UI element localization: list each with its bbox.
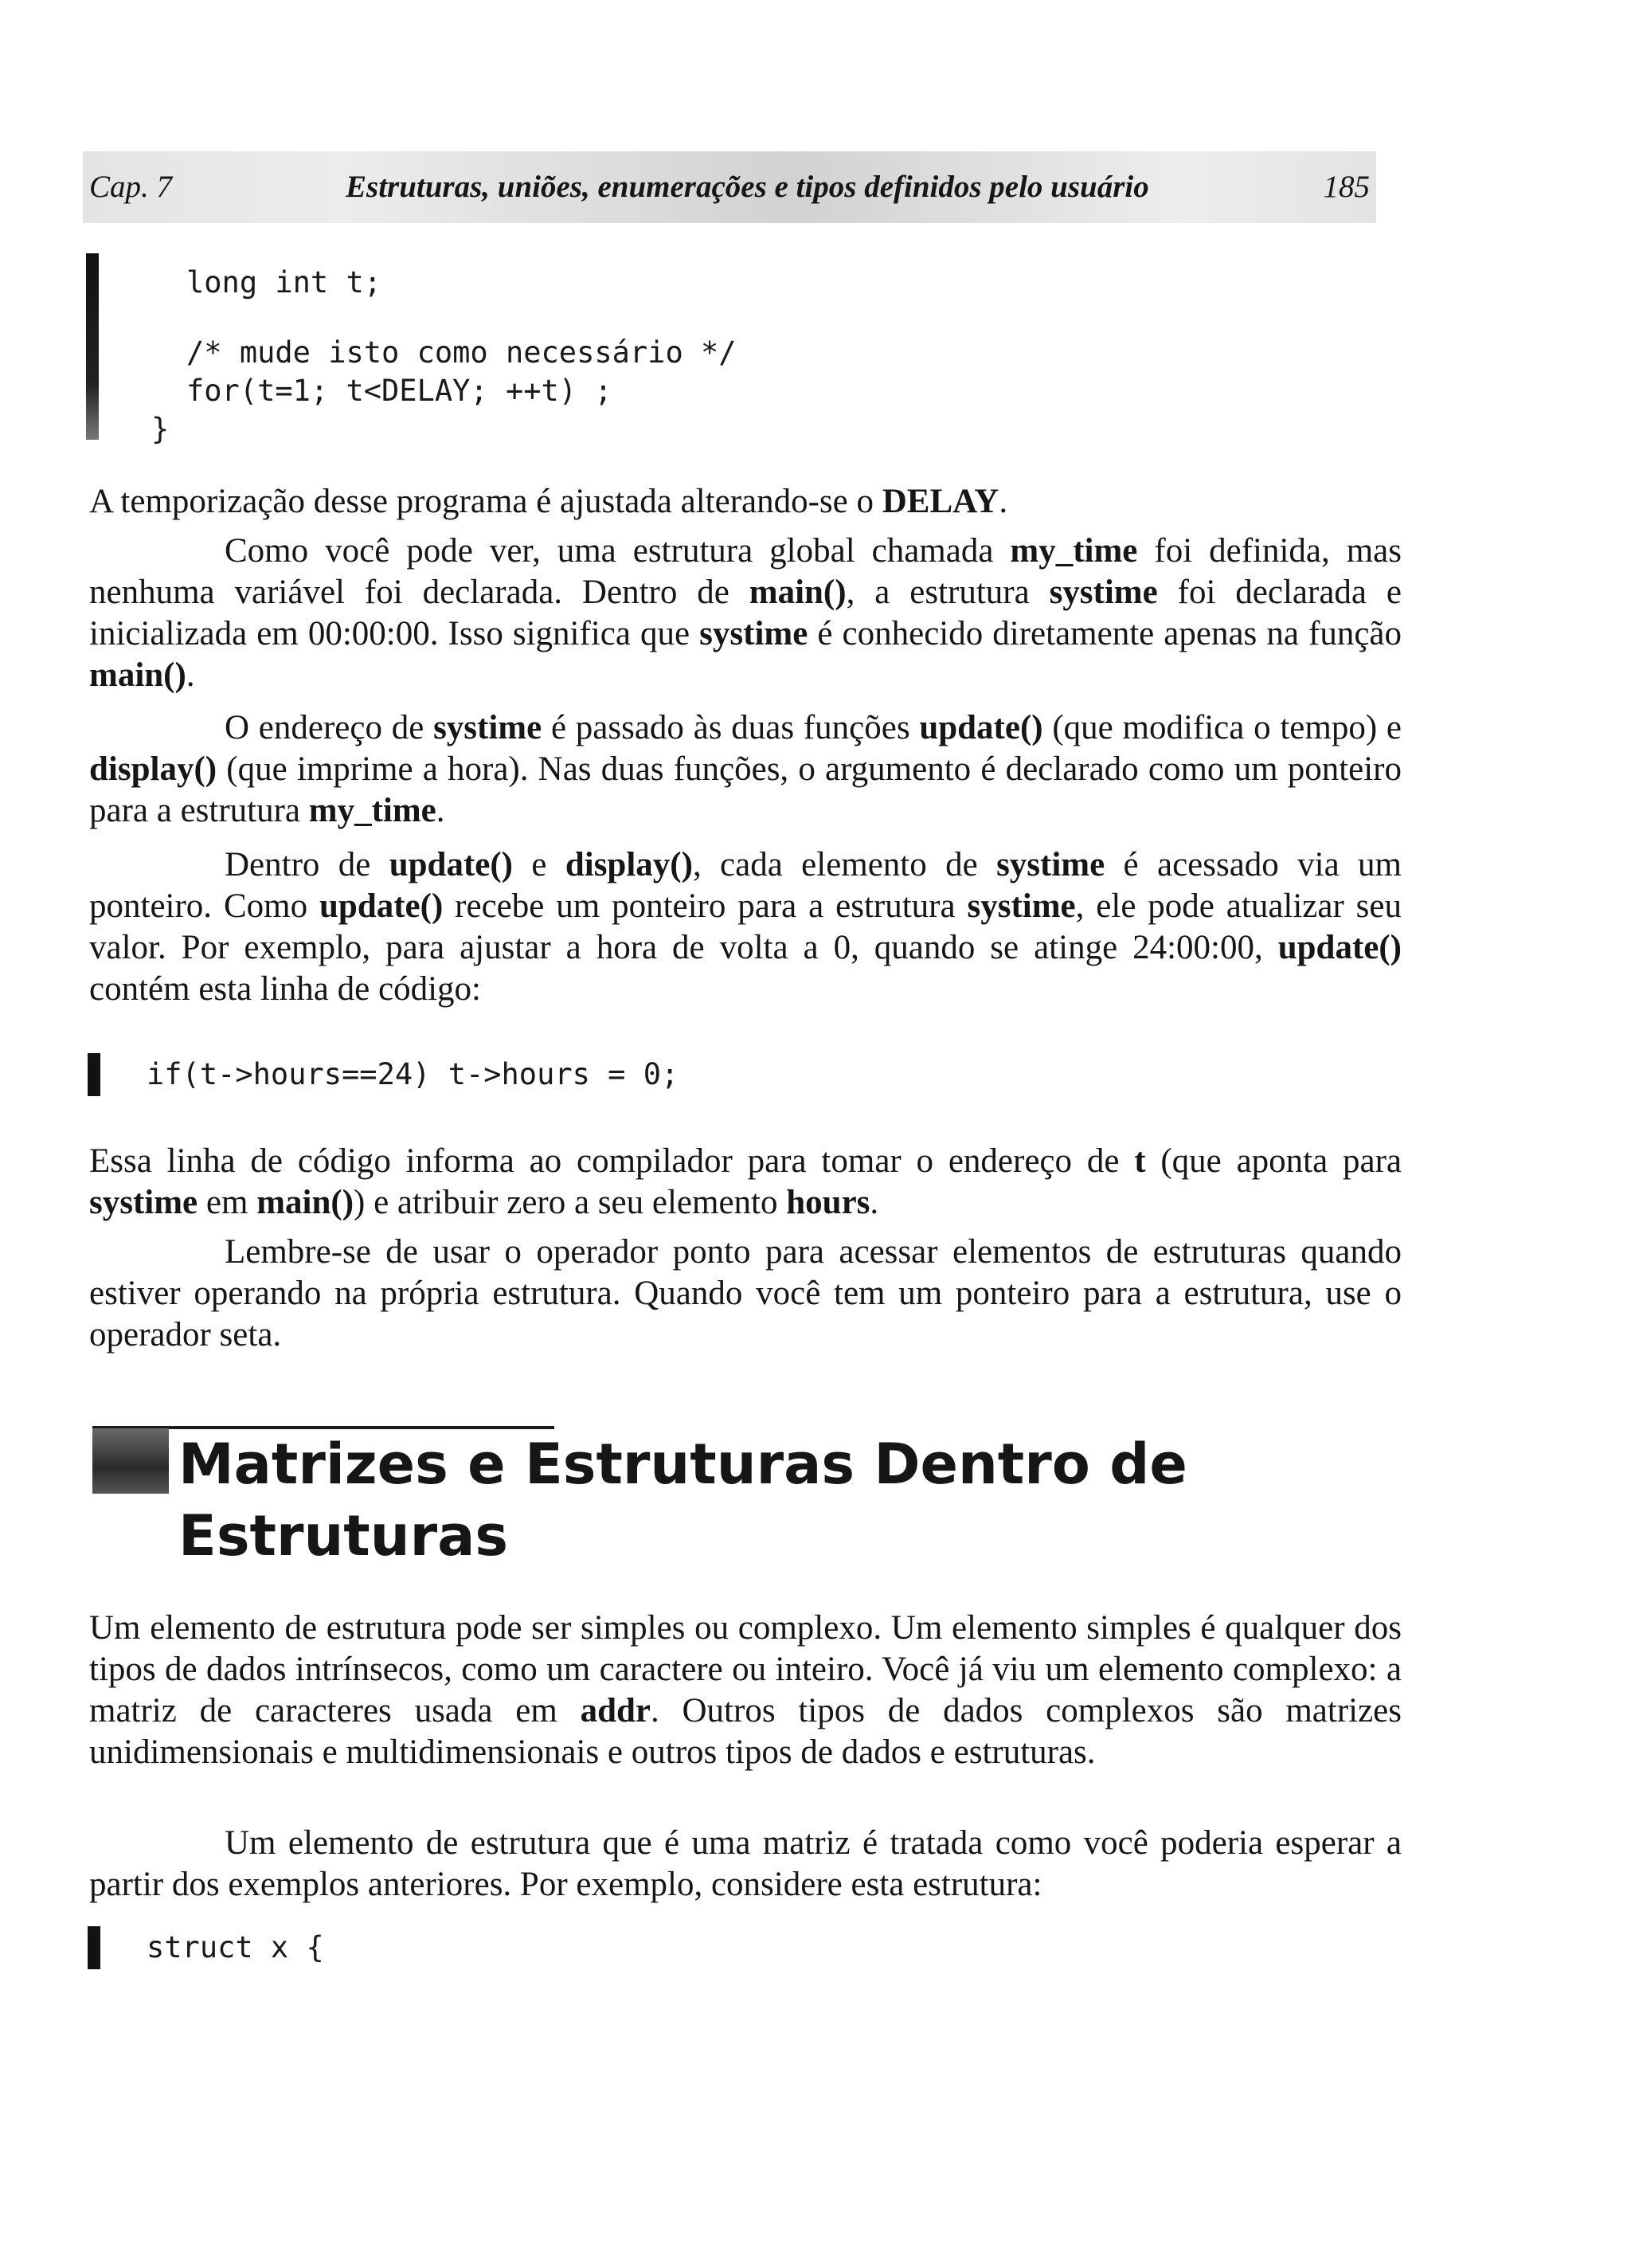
bold-term: t — [1134, 1142, 1146, 1180]
bold-term: display() — [565, 846, 693, 883]
text-run: contém esta linha de código: — [89, 970, 481, 1008]
chapter-label: Cap. 7 — [89, 170, 173, 204]
paragraph — [89, 844, 1402, 1010]
bold-term: DELAY — [882, 483, 999, 520]
code-line: for(t=1; t<DELAY; ++t) ; — [186, 374, 612, 408]
bold-term: update() — [389, 846, 514, 883]
bold-term: display() — [89, 750, 217, 788]
text-run: , cada elemento de — [692, 846, 997, 883]
text-run: (que imprime a hora). Nas duas funções, o argumento é declarado como um ponteiro para a estrutura — [89, 750, 1402, 829]
bold-term: main() — [89, 656, 186, 694]
text-run: Como você pode ver, uma estrutura global chamada — [225, 532, 1011, 570]
text-run: recebe um ponteiro para a estrutura — [443, 887, 968, 925]
text-run: . — [436, 792, 445, 829]
bold-term: main() — [256, 1184, 354, 1221]
paragraph — [89, 1608, 1402, 1773]
bold-term: systime — [433, 709, 542, 746]
code-block-marker — [88, 1926, 100, 1969]
page-header — [83, 151, 1376, 223]
running-title: Estruturas, uniões, enumerações e tipos definidos pelo usuário — [346, 170, 1149, 204]
code-line: /* mude isto como necessário */ — [186, 335, 737, 370]
section-heading: Matrizes e Estruturas Dentro de Estruturas — [178, 1432, 1187, 1569]
paragraph — [89, 531, 1402, 696]
text-run: Um elemento de estrutura que é uma matriz é tratada como você poderia esperar a partir dos exemplos anteriores. Por exemplo, considere esta estrutura: — [89, 1824, 1402, 1903]
paragraph — [89, 1141, 1402, 1224]
heading-marker — [92, 1428, 169, 1494]
paragraph — [89, 481, 1402, 523]
text-run: . — [186, 656, 195, 694]
bold-term: main() — [749, 574, 847, 611]
code-line: struct x { — [147, 1930, 324, 1964]
text-run: foi declarada e inicializada em 00:00:00. Isso significa que — [89, 574, 1402, 652]
bold-term: systime — [699, 615, 808, 652]
bold-term: systime — [1049, 574, 1158, 611]
bold-term: systime — [996, 846, 1105, 883]
text-run: , ele pode atualizar seu valor. Por exemplo, para ajustar a hora de volta a 0, quando se atinge 24:00:00, — [89, 887, 1402, 966]
text-run: . — [999, 483, 1008, 520]
text-run: Lembre-se de usar o operador ponto para acessar elementos de estruturas quando estiver operando na própria estrutura. Quando você tem um ponteiro para a estrutura, use o operador seta. — [89, 1233, 1402, 1353]
text-run: Um elemento de estrutura pode ser simples ou complexo. Um elemento simples é qualquer dos tipos de dados intrínsecos, como um caractere ou inteiro. Você já viu um elemento complexo: a matriz de caracteres usada em — [89, 1609, 1402, 1729]
text-run: é passado às duas funções — [542, 709, 920, 746]
text-run: e — [513, 846, 565, 883]
bold-term: systime — [89, 1184, 198, 1221]
bold-term: update() — [319, 887, 444, 925]
bold-term: addr — [580, 1692, 651, 1729]
bold-term: systime — [967, 887, 1076, 925]
text-run: foi definida, mas nenhuma variável foi declarada. Dentro de — [89, 532, 1402, 611]
text-run: em — [198, 1184, 257, 1221]
code-line: } — [151, 412, 170, 446]
code-line: if(t->hours==24) t->hours = 0; — [147, 1057, 679, 1091]
code-block-marker — [88, 1053, 100, 1096]
text-run: é conhecido diretamente apenas na função — [808, 615, 1402, 652]
page-number: 185 — [1323, 170, 1370, 204]
paragraph — [89, 1823, 1402, 1906]
text-run: . — [870, 1184, 879, 1221]
text-run: A temporização desse programa é ajustada alterando-se o — [89, 483, 882, 520]
text-run: Dentro de — [225, 846, 389, 883]
text-run: (que aponta para — [1145, 1142, 1402, 1180]
text-run: , a estrutura — [846, 574, 1050, 611]
bold-term: update() — [1277, 929, 1402, 966]
text-run: é acessado via um ponteiro. Como — [89, 846, 1402, 925]
bold-term: hours — [786, 1184, 870, 1221]
text-run: ) e atribuir zero a seu elemento — [354, 1184, 787, 1221]
text-run: . Outros tipos de dados complexos são matrizes unidimensionais e multidimensionais e outros tipos de dados e estruturas. — [89, 1692, 1402, 1771]
bold-term: update() — [919, 709, 1043, 746]
bold-term: my_time — [1010, 532, 1138, 570]
text-run: (que modifica o tempo) e — [1042, 709, 1402, 746]
paragraph — [89, 1232, 1402, 1356]
bold-term: my_time — [308, 792, 436, 829]
code-block-marker — [86, 253, 99, 440]
code-line: long int t; — [186, 265, 382, 300]
text-run: O endereço de — [225, 709, 434, 746]
paragraph — [89, 707, 1402, 832]
text-run: Essa linha de código informa ao compilador para tomar o endereço de — [89, 1142, 1135, 1180]
